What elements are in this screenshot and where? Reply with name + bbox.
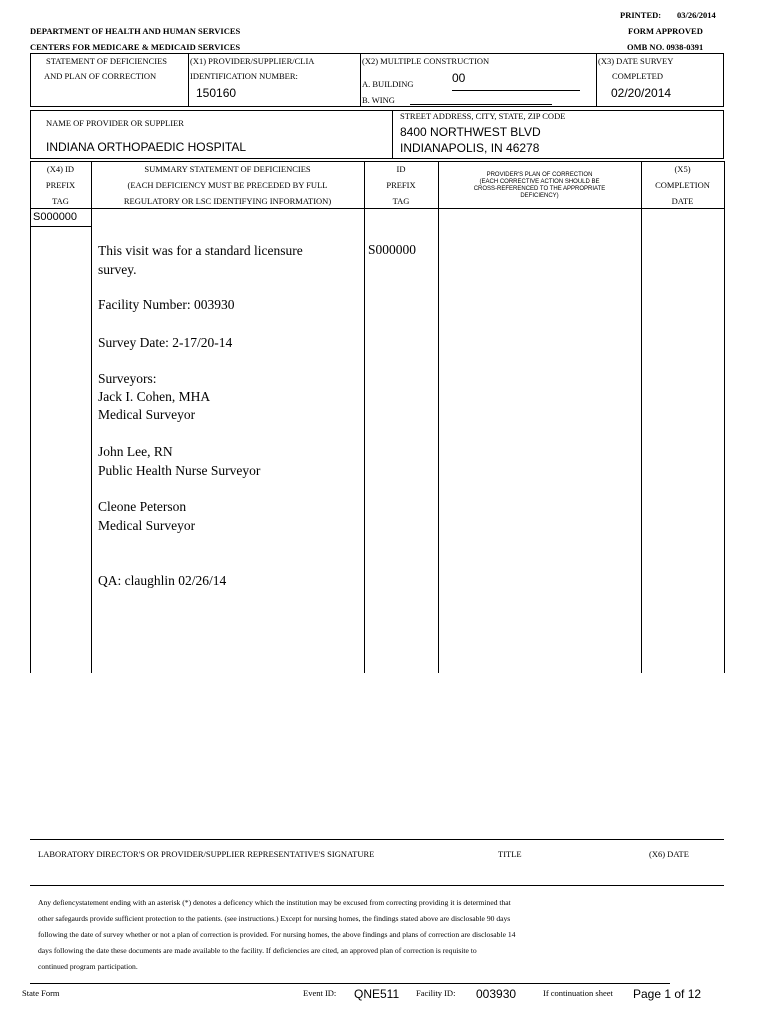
event-id-label: Event ID: bbox=[303, 988, 337, 998]
survey-completed-date: 02/20/2014 bbox=[611, 86, 672, 100]
id-header-1: ID bbox=[396, 164, 406, 174]
plan-header-4: DEFICIENCY) bbox=[520, 193, 559, 199]
summary-header-3: REGULATORY OR LSC IDENTIFYING INFORMATION) bbox=[123, 196, 332, 206]
x1-label-2: IDENTIFICATION NUMBER: bbox=[190, 71, 298, 81]
plan-header-2: (EACH CORRECTIVE ACTION SHOULD BE bbox=[479, 179, 600, 185]
x5-header-3: DATE bbox=[671, 196, 694, 206]
printed-label: PRINTED: bbox=[620, 10, 662, 20]
statement-label-2: AND PLAN OF CORRECTION bbox=[44, 71, 157, 81]
provider-id-value: 150160 bbox=[196, 86, 237, 100]
x4-header-1: (X4) ID bbox=[46, 164, 75, 174]
continuation-label: If continuation sheet bbox=[543, 988, 613, 998]
surveyor-title: Medical Surveyor bbox=[98, 518, 196, 533]
page-number: Page 1 of 12 bbox=[633, 987, 702, 1001]
x4-header-3: TAG bbox=[52, 196, 69, 206]
department-title: DEPARTMENT OF HEALTH AND HUMAN SERVICES bbox=[30, 26, 241, 36]
surveyor-title: Medical Surveyor bbox=[98, 407, 196, 422]
facility-id-label: Facility ID: bbox=[416, 988, 456, 998]
survey-date-line: Survey Date: 2-17/20-14 bbox=[98, 335, 233, 350]
id-header-2: PREFIX bbox=[386, 180, 416, 190]
left-prefix-tag: S000000 bbox=[33, 211, 78, 223]
printed-date: 03/26/2014 bbox=[677, 10, 716, 20]
omb-number: OMB NO. 0938-0391 bbox=[627, 42, 704, 52]
centers-title: CENTERS FOR MEDICARE & MEDICAID SERVICES bbox=[30, 42, 241, 52]
id-header-3: TAG bbox=[392, 196, 410, 206]
statement-label-1: STATEMENT OF DEFICIENCIES bbox=[46, 56, 168, 66]
surveyor-name: John Lee, RN bbox=[98, 444, 173, 459]
wing-label: B. WING bbox=[362, 95, 395, 105]
surveyors-heading: Surveyors: bbox=[98, 371, 157, 386]
building-label: A. BUILDING bbox=[362, 79, 414, 89]
right-prefix-tag: S000000 bbox=[368, 242, 417, 257]
summary-line: This visit was for a standard licensure bbox=[98, 243, 303, 258]
disclaimer-line: other safegaurds provide sufficient protection to the patients. (see instructions.) Except for nursing homes, the findings stated above are disclosable 90 days bbox=[38, 914, 511, 923]
x3-label-1: (X3) DATE SURVEY bbox=[598, 56, 674, 66]
summary-line: survey. bbox=[98, 262, 137, 277]
address-line-1: 8400 NORTHWEST BLVD bbox=[400, 125, 541, 139]
provider-name-label: NAME OF PROVIDER OR SUPPLIER bbox=[46, 118, 184, 128]
disclaimer-line: days following the date these documents are made available to the facility. If deficiencies are cited, an approved plan of correction is requisite to bbox=[38, 946, 477, 955]
summary-header-2: (EACH DEFICIENCY MUST BE PRECEDED BY FULL bbox=[127, 180, 328, 190]
state-form-label: State Form bbox=[22, 988, 60, 998]
signature-label: LABORATORY DIRECTOR'S OR PROVIDER/SUPPLIER REPRESENTATIVE'S SIGNATURE bbox=[38, 849, 375, 859]
summary-header-1: SUMMARY STATEMENT OF DEFICIENCIES bbox=[144, 164, 311, 174]
title-label: TITLE bbox=[498, 849, 522, 859]
surveyor-name: Cleone Peterson bbox=[98, 499, 187, 514]
plan-header-1: PROVIDER'S PLAN OF CORRECTION bbox=[486, 172, 593, 178]
x1-label-1: (X1) PROVIDER/SUPPLIER/CLIA bbox=[190, 56, 315, 66]
signature-date-label: (X6) DATE bbox=[649, 849, 689, 859]
x4-header-2: PREFIX bbox=[45, 180, 76, 190]
plan-header-3: CROSS-REFERENCED TO THE APPROPRIATE bbox=[473, 186, 606, 192]
disclaimer-line: Any defiencystatement ending with an asterisk (*) denotes a deficency which the institution may be excused from correcting providing it is determined that bbox=[38, 898, 511, 907]
provider-name-value: INDIANA ORTHOPAEDIC HOSPITAL bbox=[46, 140, 247, 154]
x5-header-2: COMPLETION bbox=[655, 180, 710, 190]
address-label: STREET ADDRESS, CITY, STATE, ZIP CODE bbox=[400, 111, 566, 121]
event-id-value: QNE511 bbox=[354, 987, 400, 1001]
facility-id-value: 003930 bbox=[476, 987, 517, 1001]
disclaimer-line: continued program participation. bbox=[38, 962, 138, 971]
x3-label-2: COMPLETED bbox=[612, 71, 663, 81]
surveyor-title: Public Health Nurse Surveyor bbox=[98, 463, 261, 478]
facility-number-line: Facility Number: 003930 bbox=[98, 297, 235, 312]
form-approved: FORM APPROVED bbox=[628, 26, 703, 36]
address-line-2: INDIANAPOLIS, IN 46278 bbox=[400, 141, 540, 155]
disclaimer bbox=[38, 895, 515, 975]
x5-header-1: (X5) bbox=[674, 164, 691, 174]
disclaimer-line: following the date of survey whether or not a plan of correction is provided. For nursing homes, the above findings and plans of correction are disclosable 14 bbox=[38, 930, 516, 939]
x2-label: (X2) MULTIPLE CONSTRUCTION bbox=[362, 56, 490, 66]
building-value: 00 bbox=[452, 71, 466, 85]
surveyor-name: Jack I. Cohen, MHA bbox=[98, 389, 211, 404]
qa-line: QA: claughlin 02/26/14 bbox=[98, 573, 227, 588]
